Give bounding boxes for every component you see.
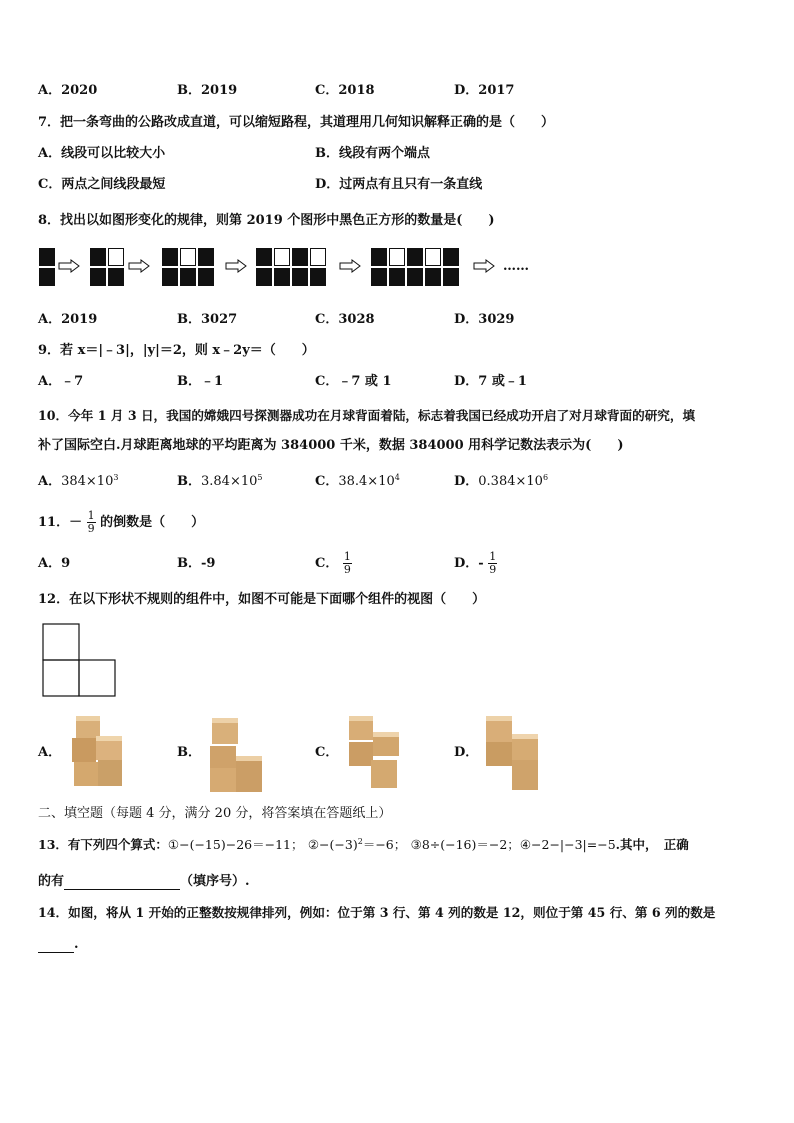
- q8-option-c: C．3028: [315, 312, 375, 327]
- q7-stem: 7．把一条弯曲的公路改成直道，可以缩短路程，其道理用几何知识解释正确的是（ ）: [38, 115, 555, 130]
- answer-blank[interactable]: [38, 938, 74, 953]
- q6-option-a: A．2020: [38, 83, 98, 98]
- q10-option-b: B．$3.84\times 10^5$: [177, 473, 263, 489]
- q12-option-a-label: A．: [38, 745, 62, 760]
- q10-stem-line2: 补了国际空白.月球距离地球的平均距离为 384000 千米，数据 384000 用科学记数法表示为( ): [38, 438, 624, 453]
- q6-option-d: D．2017: [454, 83, 515, 98]
- q11-option-c: C． $\frac{1}{9}$: [315, 550, 351, 576]
- q10-option-d: D．$0.384\times 10^6$: [454, 473, 549, 489]
- pattern-step-4: [256, 248, 328, 288]
- q6-option-b: B．2019: [177, 83, 238, 98]
- q11-option-d: D．- $\frac{1}{9}$: [454, 550, 497, 576]
- pattern-step-5: [371, 248, 461, 288]
- q12-stem: 12．在以下形状不规则的组件中，如图不可能是下面哪个组件的视图（ ）: [38, 592, 486, 607]
- q9-stem: 9．若 x＝|﹣3|，|y|＝2，则 x﹣2y＝（ ）: [38, 343, 315, 358]
- q13-stem: 13．有下列四个算式：①−(−15)−26＝−11； $②-(-3)^2=-6$； ③8÷(−16)＝−2；④−2−|−3|=−5.其中， 正确: [38, 837, 689, 852]
- arrow-right-icon: [128, 259, 150, 273]
- arrow-right-icon: [473, 259, 495, 273]
- q7-option-a: A．线段可以比较大小: [38, 146, 166, 161]
- q10-option-c: C．$38.4\times 10^4$: [315, 473, 400, 489]
- pattern-step-1: [39, 248, 57, 288]
- q8-option-a: A．2019: [38, 312, 98, 327]
- wooden-blocks-b-image: [206, 716, 266, 794]
- pattern-ellipsis: ……: [503, 259, 529, 274]
- l-shape-view-figure: [42, 623, 118, 697]
- q12-option-b-label: B．: [177, 745, 201, 760]
- q9-option-a: A．﹣7: [38, 374, 84, 389]
- q9-option-b: B．﹣1: [177, 374, 224, 389]
- q8-option-d: D．3029: [454, 312, 515, 327]
- q8-stem: 8．找出以如图形变化的规律，则第 2019 个图形中黑色正方形的数量是( ): [38, 213, 495, 228]
- q11-option-b: B．-9: [177, 556, 216, 571]
- q6-option-c: C．2018: [315, 83, 375, 98]
- q7-option-d: D．过两点有且只有一条直线: [315, 177, 483, 192]
- q9-option-d: D．7 或﹣1: [454, 374, 527, 389]
- q12-option-c-label: C．: [315, 745, 339, 760]
- q12-option-d-label: D．: [454, 745, 479, 760]
- q14-stem: 14．如图，将从 1 开始的正整数按规律排列，例如：位于第 3 行、第 4 列的数是 12，则位于第 45 行、第 6 列的数是: [38, 905, 716, 920]
- arrow-right-icon: [58, 259, 80, 273]
- wooden-blocks-a-image: [68, 714, 128, 790]
- q10-option-a: A．$384\times 10^3$: [38, 473, 119, 489]
- q10-stem-line1: 10．今年 1 月 3 日，我国的嫦娥四号探测器成功在月球背面着陆，标志着我国已经成功开启了对月球背面的研究，填: [38, 408, 696, 423]
- q7-option-b: B．线段有两个端点: [315, 146, 430, 161]
- q8-option-b: B．3027: [177, 312, 238, 327]
- wooden-blocks-d-image: [482, 712, 542, 794]
- arrow-right-icon: [225, 259, 247, 273]
- answer-blank[interactable]: [64, 875, 180, 890]
- q11-stem: 11．－ $\frac{1}{9}$ 的倒数是（ ）: [38, 509, 205, 535]
- q9-option-c: C．﹣7 或 1: [315, 374, 392, 389]
- pattern-step-2: [90, 248, 126, 288]
- q14-answer-line: .: [38, 937, 79, 953]
- pattern-step-3: [162, 248, 216, 288]
- wooden-blocks-c-image: [345, 712, 403, 792]
- arrow-right-icon: [339, 259, 361, 273]
- q11-option-a: A．9: [38, 556, 71, 571]
- section-heading-fill-blank: 二、填空题（每题 4 分，满分 20 分，将答案填在答题纸上）: [38, 806, 392, 821]
- q13-answer-line: 的有 （填序号）.: [38, 874, 250, 889]
- q7-option-c: C．两点之间线段最短: [38, 177, 166, 192]
- fraction: $\frac{1}{9}$: [87, 509, 95, 535]
